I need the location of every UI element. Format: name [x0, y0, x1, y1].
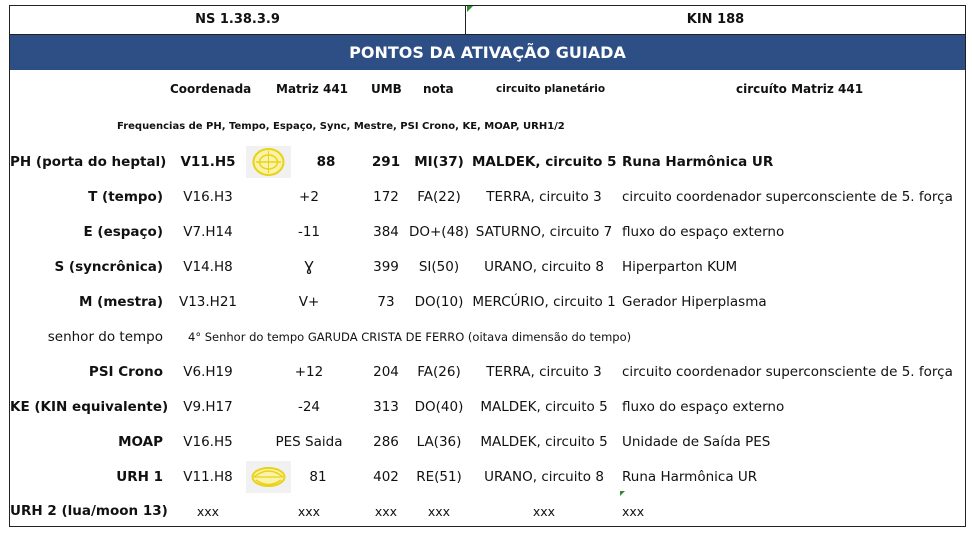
- matrix-cell: V+: [298, 294, 320, 310]
- harmonic-rune-glyph-icon: [246, 461, 291, 493]
- umb-cell: 73: [377, 294, 395, 310]
- row-label: KE (KIN equivalente): [10, 399, 169, 415]
- matrix-cell: 88: [316, 154, 336, 170]
- matrix-cell: xxx: [297, 504, 321, 519]
- coord-cell: V11.H8: [183, 469, 233, 485]
- nota-cell: xxx: [427, 504, 451, 519]
- umb-cell: 313: [373, 399, 399, 415]
- umb-cell: 402: [373, 469, 399, 485]
- matrix-circuit-cell: Unidade de Saída PES: [622, 434, 771, 450]
- header-circuito-matriz: circuíto Matriz 441: [736, 82, 864, 96]
- header-nota: nota: [423, 82, 454, 96]
- nota-cell: DO+(48): [408, 224, 470, 240]
- circuit-cell: TERRA, circuito 3: [486, 189, 602, 205]
- umb-cell: 172: [373, 189, 399, 205]
- matrix-circuit-cell: circuito coordenador superconsciente de 5. força: [622, 189, 953, 205]
- coord-cell: V16.H5: [183, 434, 233, 450]
- activation-table: [9, 5, 966, 527]
- row-label: MOAP: [118, 434, 163, 450]
- cell-comment-marker[interactable]: [467, 6, 473, 12]
- kin-code: KIN 188: [686, 12, 745, 27]
- frequencies-note: Frequencias de PH, Tempo, Espaço, Sync, Mestre, PSI Crono, KE, MOAP, URH1/2: [117, 121, 565, 132]
- matrix-circuit-cell: fluxo do espaço externo: [622, 399, 785, 415]
- umb-cell: xxx: [374, 504, 398, 519]
- umb-cell: 384: [373, 224, 399, 240]
- matrix-circuit-cell: Hiperparton KUM: [622, 259, 738, 275]
- table-row: [10, 215, 965, 249]
- nota-cell: DO(40): [414, 399, 464, 415]
- row-label: URH 2 (lua/moon 13): [10, 503, 168, 519]
- umb-cell: 291: [371, 154, 401, 170]
- matrix-cell: -24: [297, 399, 321, 415]
- row-label: PH (porta do heptal): [10, 154, 167, 170]
- nota-cell: LA(36): [416, 434, 462, 450]
- matrix-cell: Ɣ: [304, 259, 314, 275]
- matrix-circuit-cell: Gerador Hiperplasma: [622, 294, 767, 310]
- matrix-circuit-cell: circuito coordenador superconsciente de 5. força: [622, 364, 953, 380]
- coord-cell: V14.H8: [183, 259, 233, 275]
- table-row: [10, 460, 965, 494]
- coord-cell: V16.H3: [183, 189, 233, 205]
- coord-cell: V7.H14: [183, 224, 233, 240]
- coord-cell: V6.H19: [183, 364, 233, 380]
- table-row: [10, 425, 965, 459]
- header-circuito-planetario: circuito planetário: [496, 83, 606, 95]
- circuit-cell: URANO, circuito 8: [484, 469, 604, 485]
- umb-cell: 399: [373, 259, 399, 275]
- table-row: [10, 495, 965, 527]
- header-matriz-441: Matriz 441: [276, 82, 349, 96]
- circuit-cell: MERCÚRIO, circuito 1: [472, 294, 616, 310]
- circuit-cell: MALDEK, circuito 5: [480, 434, 608, 450]
- header-umb: UMB: [371, 82, 402, 96]
- matrix-circuit-cell: fluxo do espaço externo: [622, 224, 785, 240]
- circuit-cell: SATURNO, circuito 7: [475, 224, 613, 240]
- row-label: PSI Crono: [88, 364, 163, 380]
- circuit-cell: MALDEK, circuito 5: [480, 399, 608, 415]
- matrix-cell: 81: [309, 469, 327, 485]
- matrix-circuit-cell: xxx: [622, 504, 645, 519]
- page-title: PONTOS DA ATIVAÇÃO GUIADA: [10, 35, 965, 70]
- matrix-cell: +2: [299, 189, 319, 205]
- umb-cell: 286: [373, 434, 399, 450]
- top-bar: [10, 6, 965, 35]
- ns-code: NS 1.38.3.9: [10, 6, 466, 34]
- matrix-circuit-cell: Runa Harmônica UR: [622, 154, 774, 170]
- matrix-cell: PES Saida: [275, 434, 343, 450]
- harmonic-rune-glyph-icon: [246, 146, 291, 178]
- coord-cell: V13.H21: [178, 294, 238, 310]
- circuit-cell: MALDEK, circuito 5: [472, 154, 617, 170]
- table-row: [10, 355, 965, 389]
- circuit-cell: xxx: [532, 504, 556, 519]
- circuit-cell: TERRA, circuito 3: [486, 364, 602, 380]
- time-lord-label: senhor do tempo: [47, 329, 163, 345]
- umb-cell: 204: [373, 364, 399, 380]
- nota-cell: MI(37): [414, 154, 464, 170]
- matrix-circuit-cell: Runa Harmônica UR: [622, 469, 758, 485]
- nota-cell: DO(10): [414, 294, 464, 310]
- row-label: S (syncrônica): [54, 259, 163, 275]
- table-row: [10, 390, 965, 424]
- nota-cell: FA(22): [417, 189, 461, 205]
- coord-cell: V9.H17: [183, 399, 233, 415]
- matrix-cell: -11: [297, 224, 321, 240]
- table-row: [10, 250, 965, 284]
- row-label: URH 1: [116, 469, 163, 485]
- circuit-cell: URANO, circuito 8: [484, 259, 604, 275]
- time-lord-text: 4° Senhor do tempo GARUDA CRISTA DE FERRO (oitava dimensão do tempo): [188, 330, 632, 344]
- row-label: T (tempo): [88, 189, 163, 205]
- matrix-cell: +12: [294, 364, 324, 380]
- table-row: [10, 180, 965, 214]
- table-row: [10, 145, 965, 179]
- header-coordenada: Coordenada: [170, 82, 252, 96]
- nota-cell: FA(26): [417, 364, 461, 380]
- coord-cell: xxx: [196, 504, 220, 519]
- table-row: [10, 285, 965, 319]
- coord-cell: V11.H5: [180, 154, 236, 170]
- time-lord-row: [10, 320, 965, 354]
- nota-cell: SI(50): [418, 259, 460, 275]
- row-label: M (mestra): [79, 294, 163, 310]
- nota-cell: RE(51): [416, 469, 462, 485]
- row-label: E (espaço): [83, 224, 163, 240]
- cell-comment-marker[interactable]: [620, 491, 625, 496]
